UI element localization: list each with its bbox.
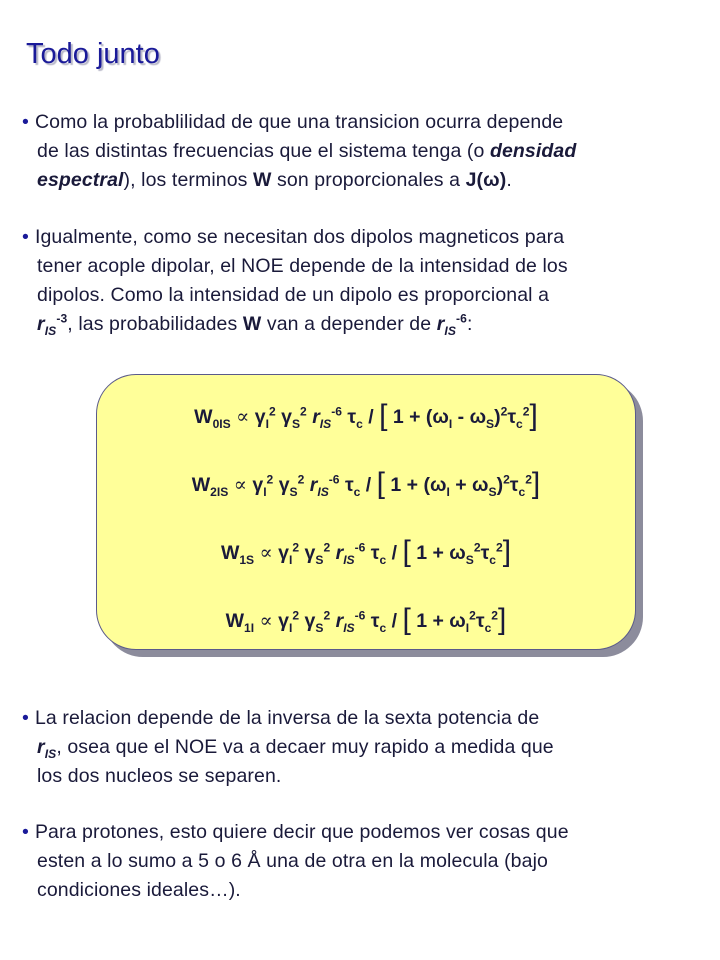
bullet-marker: • xyxy=(22,707,29,729)
equation-w1i: $W_{1I} \propto \gamma_I^2$ $\gamma_S^2$ $r_{IS}^{-6}$ $\tau_c$ / [ $1 + \omega_I^2\tau_c^2$] xyxy=(225,603,507,636)
text-line: los dos nucleos se separen. xyxy=(37,765,282,787)
math-superscript: -6 xyxy=(456,311,467,326)
math-subscript: IS xyxy=(44,323,57,338)
proportional-symbol: ∝ xyxy=(236,405,250,428)
text-line: Como la probablilidad de que una transicion ocurra depende xyxy=(34,111,564,133)
text-line: condiciones ideales…). xyxy=(37,879,241,901)
emphasis-text: W xyxy=(253,169,272,191)
bullet-marker: • xyxy=(22,111,29,133)
text-line: son proporcionales a xyxy=(271,169,466,191)
text-line: La relacion depende de la inversa de la sexta potencia de xyxy=(34,707,540,729)
math-subscript: IS xyxy=(44,746,57,761)
bullet-marker: • xyxy=(22,226,29,248)
text-line: ), los terminos xyxy=(123,169,254,191)
math-symbol: r xyxy=(37,313,45,335)
text-line: Para protones, esto quiere decir que podemos ver cosas que xyxy=(34,821,569,843)
text-line: , las probabilidades xyxy=(67,313,243,335)
text-line: : xyxy=(467,313,473,335)
text-line: . xyxy=(506,169,512,191)
text-line: tener acople dipolar, el NOE depende de la intensidad de los xyxy=(37,255,568,277)
emphasis-text: J(ω) xyxy=(465,169,507,191)
text-line: de las distintas frecuencias que el sistema tenga (o xyxy=(37,140,490,162)
emphasis-text: densidad xyxy=(489,140,577,162)
equation-w1s: $W_{1S} \propto \gamma_I^2$ $\gamma_S^2$ $r_{IS}^{-6}$ $\tau_c$ / [ $1 + \omega_S^2\tau_c^2$] xyxy=(220,535,512,568)
text-line: Igualmente, como se necesitan dos dipolos magneticos para xyxy=(34,226,565,248)
page-title: Todo junto xyxy=(26,38,160,70)
proportional-symbol: ∝ xyxy=(259,609,273,632)
text-line: esten a lo sumo a 5 o 6 Å una de otra en la molecula (bajo xyxy=(37,850,548,872)
proportional-symbol: ∝ xyxy=(259,541,273,564)
bullet-paragraph-2 xyxy=(22,223,712,339)
bullet-paragraph-1 xyxy=(22,108,712,195)
bullet-paragraph-4 xyxy=(22,818,712,905)
math-symbol: r xyxy=(37,736,45,758)
emphasis-text: espectral xyxy=(37,169,124,191)
text-line: dipolos. Como la intensidad de un dipolo es proporcional a xyxy=(37,284,550,306)
equation-w2is: $W_{2IS} \propto \gamma_I^2$ $\gamma_S^2$ $r_{IS}^{-6}$ $\tau_c$ / [ $1 + (\omega_I + \omega_S)^2\tau_c^2$] xyxy=(191,467,541,500)
math-subscript: IS xyxy=(444,323,457,338)
math-superscript: -3 xyxy=(56,311,68,326)
text-line: van a depender de xyxy=(261,313,437,335)
bullet-marker: • xyxy=(22,821,29,843)
equation-box xyxy=(96,374,636,650)
equation-w0is: $W_{0IS} \propto \gamma_I^2$ $\gamma_S^2$ $r_{IS}^{-6}$ $\tau_c$ / [ $1 + (\omega_I - \omega_S)^2\tau_c^2$] xyxy=(194,399,538,432)
bullet-paragraph-3 xyxy=(22,704,712,791)
math-symbol: r xyxy=(436,313,445,335)
proportional-symbol: ∝ xyxy=(233,473,247,496)
text-line: , osea que el NOE va a decaer muy rapido a medida que xyxy=(56,736,554,758)
emphasis-text: W xyxy=(242,313,262,335)
